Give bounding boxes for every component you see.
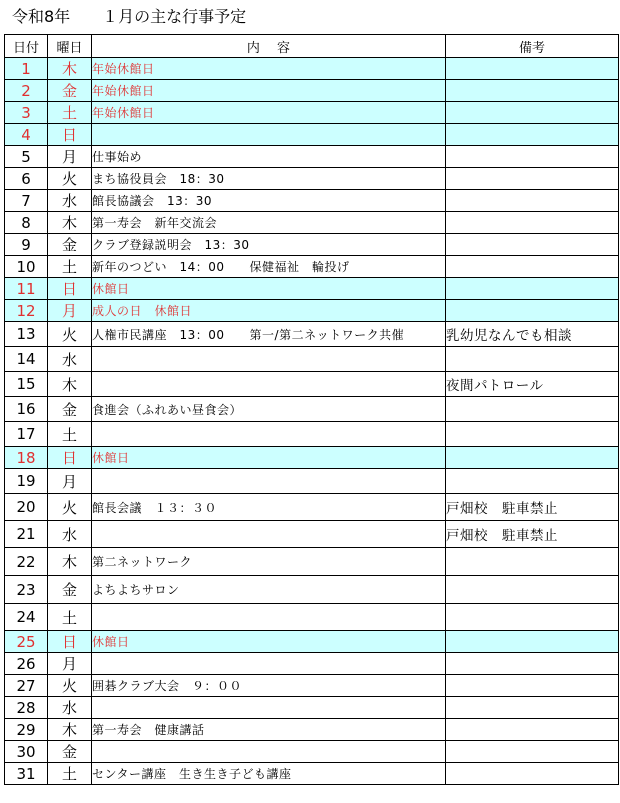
day-cell: 6 xyxy=(5,168,48,190)
content-cell xyxy=(92,422,446,447)
content-cell: 年始休館日 xyxy=(92,58,446,80)
content-cell: 休館日 xyxy=(92,447,446,469)
note-cell: 乳幼児なんでも相談 xyxy=(446,322,619,347)
weekday-cell: 木 xyxy=(48,58,92,80)
note-cell xyxy=(446,347,619,372)
day-cell: 16 xyxy=(5,397,48,422)
weekday-cell: 木 xyxy=(48,212,92,234)
table-row xyxy=(5,604,619,631)
note-cell xyxy=(446,58,619,80)
note-cell xyxy=(446,168,619,190)
content-cell: 館長協議会 13：30 xyxy=(92,190,446,212)
table-row xyxy=(5,347,619,372)
table-row xyxy=(5,447,619,469)
note-cell xyxy=(446,469,619,494)
table-row xyxy=(5,521,619,548)
table-row xyxy=(5,763,619,785)
table-row xyxy=(5,741,619,763)
table-row xyxy=(5,124,619,146)
weekday-cell: 土 xyxy=(48,256,92,278)
note-cell xyxy=(446,741,619,763)
day-cell: 11 xyxy=(5,278,48,300)
content-cell xyxy=(92,653,446,675)
table-row xyxy=(5,102,619,124)
note-cell xyxy=(446,697,619,719)
note-cell xyxy=(446,422,619,447)
content-cell xyxy=(92,521,446,548)
weekday-cell: 木 xyxy=(48,719,92,741)
day-cell: 20 xyxy=(5,494,48,521)
table-row xyxy=(5,372,619,397)
table-row xyxy=(5,234,619,256)
weekday-cell: 水 xyxy=(48,697,92,719)
day-cell: 9 xyxy=(5,234,48,256)
content-cell: 休館日 xyxy=(92,278,446,300)
note-cell: 戸畑校 駐車禁止 xyxy=(446,494,619,521)
day-cell: 8 xyxy=(5,212,48,234)
weekday-cell: 日 xyxy=(48,447,92,469)
day-cell: 21 xyxy=(5,521,48,548)
table-row xyxy=(5,80,619,102)
note-cell: 戸畑校 駐車禁止 xyxy=(446,521,619,548)
content-cell: 新年のつどい 14：00 保健福祉 輪投げ xyxy=(92,256,446,278)
content-cell xyxy=(92,604,446,631)
header-content: 内 容 xyxy=(92,35,446,58)
header-note: 備考 xyxy=(446,35,619,58)
content-cell: 仕事始め xyxy=(92,146,446,168)
note-cell xyxy=(446,102,619,124)
content-cell: まち協役員会 18：30 xyxy=(92,168,446,190)
day-cell: 23 xyxy=(5,576,48,604)
day-cell: 25 xyxy=(5,631,48,653)
schedule-table xyxy=(4,34,619,785)
day-cell: 7 xyxy=(5,190,48,212)
content-cell: 館長会議 １３：３０ xyxy=(92,494,446,521)
day-cell: 14 xyxy=(5,347,48,372)
header-weekday: 曜日 xyxy=(48,35,92,58)
weekday-cell: 火 xyxy=(48,168,92,190)
content-cell: クラブ登録説明会 13：30 xyxy=(92,234,446,256)
weekday-cell: 金 xyxy=(48,576,92,604)
content-cell xyxy=(92,697,446,719)
day-cell: 5 xyxy=(5,146,48,168)
day-cell: 24 xyxy=(5,604,48,631)
weekday-cell: 水 xyxy=(48,521,92,548)
note-cell xyxy=(446,763,619,785)
note-cell xyxy=(446,146,619,168)
note-cell xyxy=(446,190,619,212)
note-cell xyxy=(446,300,619,322)
weekday-cell: 日 xyxy=(48,631,92,653)
table-row xyxy=(5,256,619,278)
weekday-cell: 金 xyxy=(48,80,92,102)
content-cell: 休館日 xyxy=(92,631,446,653)
weekday-cell: 火 xyxy=(48,494,92,521)
weekday-cell: 土 xyxy=(48,102,92,124)
day-cell: 15 xyxy=(5,372,48,397)
content-cell: 第一寿会 新年交流会 xyxy=(92,212,446,234)
table-row xyxy=(5,719,619,741)
table-row xyxy=(5,697,619,719)
table-row xyxy=(5,494,619,521)
table-row xyxy=(5,322,619,347)
weekday-cell: 土 xyxy=(48,763,92,785)
weekday-cell: 水 xyxy=(48,347,92,372)
schedule-body xyxy=(5,58,619,785)
table-row xyxy=(5,146,619,168)
day-cell: 28 xyxy=(5,697,48,719)
note-cell xyxy=(446,719,619,741)
table-row xyxy=(5,653,619,675)
header-day: 日付 xyxy=(5,35,48,58)
day-cell: 12 xyxy=(5,300,48,322)
table-row xyxy=(5,278,619,300)
note-cell xyxy=(446,124,619,146)
note-cell xyxy=(446,212,619,234)
day-cell: 19 xyxy=(5,469,48,494)
note-cell xyxy=(446,278,619,300)
weekday-cell: 金 xyxy=(48,234,92,256)
weekday-cell: 土 xyxy=(48,422,92,447)
content-cell: 囲碁クラブ大会 ９：００ xyxy=(92,675,446,697)
page-title: 令和8年 １月の主な行事予定 xyxy=(12,7,247,26)
note-cell xyxy=(446,256,619,278)
content-cell xyxy=(92,741,446,763)
day-cell: 4 xyxy=(5,124,48,146)
content-cell: 成人の日 休館日 xyxy=(92,300,446,322)
content-cell: 第一寿会 健康講話 xyxy=(92,719,446,741)
note-cell xyxy=(446,397,619,422)
weekday-cell: 木 xyxy=(48,548,92,576)
table-row xyxy=(5,675,619,697)
weekday-cell: 月 xyxy=(48,469,92,494)
weekday-cell: 水 xyxy=(48,190,92,212)
weekday-cell: 火 xyxy=(48,322,92,347)
day-cell: 27 xyxy=(5,675,48,697)
day-cell: 2 xyxy=(5,80,48,102)
content-cell: 年始休館日 xyxy=(92,80,446,102)
table-row xyxy=(5,469,619,494)
day-cell: 1 xyxy=(5,58,48,80)
header-row xyxy=(5,35,619,58)
day-cell: 10 xyxy=(5,256,48,278)
weekday-cell: 月 xyxy=(48,300,92,322)
content-cell xyxy=(92,372,446,397)
content-cell xyxy=(92,469,446,494)
content-cell: よちよちサロン xyxy=(92,576,446,604)
table-row xyxy=(5,422,619,447)
day-cell: 17 xyxy=(5,422,48,447)
table-row xyxy=(5,631,619,653)
note-cell xyxy=(446,234,619,256)
day-cell: 29 xyxy=(5,719,48,741)
content-cell xyxy=(92,347,446,372)
content-cell: センター講座 生き生き子ども講座 xyxy=(92,763,446,785)
note-cell xyxy=(446,653,619,675)
note-cell: 夜間パトロール xyxy=(446,372,619,397)
weekday-cell: 月 xyxy=(48,146,92,168)
content-cell: 年始休館日 xyxy=(92,102,446,124)
note-cell xyxy=(446,80,619,102)
content-cell: 食進会（ふれあい昼食会） xyxy=(92,397,446,422)
note-cell xyxy=(446,447,619,469)
content-cell: 人権市民講座 13：00 第一/第二ネットワーク共催 xyxy=(92,322,446,347)
note-cell xyxy=(446,548,619,576)
weekday-cell: 金 xyxy=(48,397,92,422)
table-row xyxy=(5,212,619,234)
note-cell xyxy=(446,675,619,697)
table-row xyxy=(5,397,619,422)
day-cell: 22 xyxy=(5,548,48,576)
table-row xyxy=(5,58,619,80)
day-cell: 18 xyxy=(5,447,48,469)
table-row xyxy=(5,300,619,322)
note-cell xyxy=(446,631,619,653)
day-cell: 30 xyxy=(5,741,48,763)
weekday-cell: 火 xyxy=(48,675,92,697)
weekday-cell: 日 xyxy=(48,124,92,146)
weekday-cell: 木 xyxy=(48,372,92,397)
table-row xyxy=(5,168,619,190)
day-cell: 26 xyxy=(5,653,48,675)
note-cell xyxy=(446,576,619,604)
weekday-cell: 日 xyxy=(48,278,92,300)
content-cell: 第二ネットワーク xyxy=(92,548,446,576)
table-row xyxy=(5,576,619,604)
table-row xyxy=(5,190,619,212)
weekday-cell: 土 xyxy=(48,604,92,631)
weekday-cell: 月 xyxy=(48,653,92,675)
content-cell xyxy=(92,124,446,146)
day-cell: 13 xyxy=(5,322,48,347)
table-row xyxy=(5,548,619,576)
day-cell: 3 xyxy=(5,102,48,124)
weekday-cell: 金 xyxy=(48,741,92,763)
day-cell: 31 xyxy=(5,763,48,785)
note-cell xyxy=(446,604,619,631)
